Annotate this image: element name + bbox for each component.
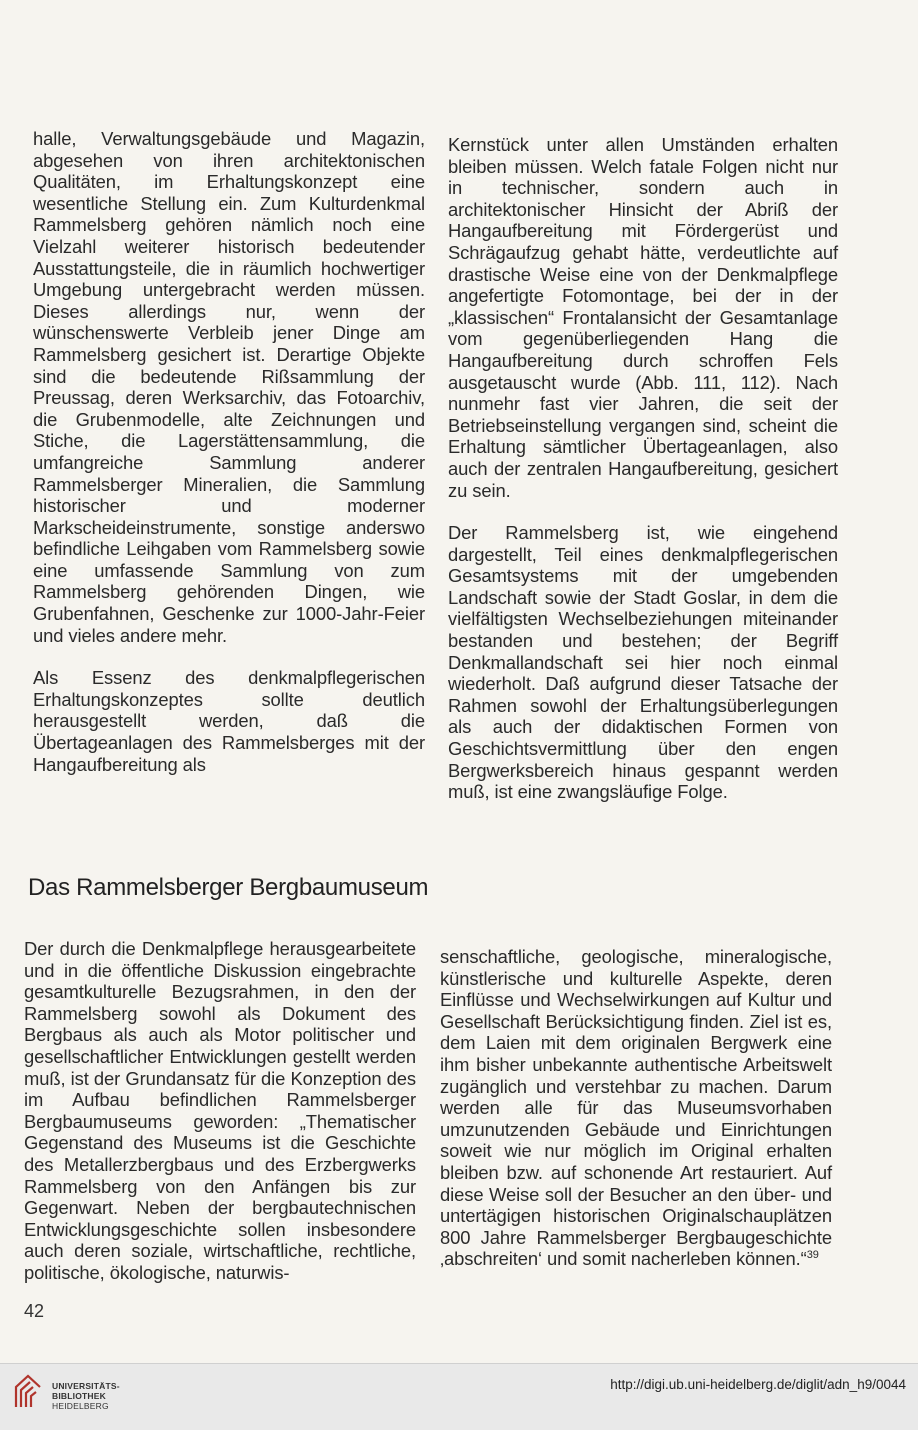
permalink-url[interactable]: http://digi.ub.uni-heidelberg.de/diglit/adn_h9/0044	[610, 1377, 906, 1392]
paragraph	[440, 946, 832, 1270]
library-name-line: UNIVERSITÄTS-	[52, 1381, 120, 1391]
footer-bar	[0, 1363, 918, 1430]
footnote-reference[interactable]: 39	[806, 1249, 819, 1262]
paragraph: Der durch die Denkmalpflege herausgearbeitete und in die öffentliche Diskussion eingebrachte gesamtkulturelle Bezugsrahmen, in den der Rammelsberg sowohl als Dokument des Bergbaus als auch als Motor politischer und gesellschaftlicher Entwicklungen gestellt werden muß, ist der Grundansatz für die Konzeption des im Aufbau befindlichen Rammelsberger Bergbaumuseums geworden: „Thematischer Gegenstand des Museums ist die Geschichte des Metallerzbergbaus und des Erzbergwerks Rammelsberg von den Anfängen bis zur Gegenwart. Neben der bergbautechnischen Entwicklungsgeschichte sollen insbesondere auch deren soziale, wirtschaftliche, rechtliche, politische, ökologische, naturwis-	[24, 938, 416, 1283]
section-heading: Das Rammelsberger Bergbaumuseum	[28, 874, 429, 901]
page-number: 42	[24, 1301, 45, 1321]
text-column-right-top	[448, 134, 838, 803]
library-name[interactable]	[52, 1381, 120, 1411]
library-name-line: HEIDELBERG	[52, 1401, 109, 1411]
library-name-line: BIBLIOTHEK	[52, 1391, 106, 1401]
paragraph: Als Essenz des denkmalpflegerischen Erhaltungskonzeptes sollte deutlich herausgestellt werden, daß die Übertageanlagen des Rammelsberges mit der Hangaufbereitung als	[33, 667, 425, 775]
text-column-right-bottom	[440, 946, 832, 1270]
paragraph: Der Rammelsberg ist, wie eingehend dargestellt, Teil eines denkmalpflegerischen Gesamtsystems mit der umgebenden Landschaft sowie der Stadt Goslar, in dem die vielfältigsten Wechselbeziehungen miteinander bestanden und bestehen; der Begriff Denkmallandschaft sei hier noch einmal wiederholt. Daß aufgrund dieser Tatsache der Rahmen sowohl der Erhaltungsüberlegungen als auch der didaktischen Formen von Geschichtsvermittlung über den engen Bergwerksbereich hinaus gespannt werden muß, ist eine zwangsläufige Folge.	[448, 522, 838, 803]
text-column-left-bottom	[24, 938, 416, 1284]
paragraph: Kernstück unter allen Umständen erhalten bleiben müssen. Welch fatale Folgen nicht nur in technischer, sondern auch in architektonischer Hinsicht der Abriß der Hangaufbereitung mit Fördergerüst und Schrägaufzug gehabt hätte, verdeutlichte auf drastische Weise eine von der Denkmalpflege angefertigte Fotomontage, bei der in der „klassischen“ Frontalansicht der Gesamtanlage vom gegenüberliegenden Hang die Hangaufbereitung durch schroffen Fels ausgetauscht wurde (Abb. 111, 112). Nach nunmehr fast vier Jahren, die seit der Betriebseinstellung vergangen sind, scheint die Erhaltung sämtlicher Übertageanlagen, also auch der zentralen Hangaufbereitung, gesichert zu sein.	[448, 134, 838, 501]
paragraph: halle, Verwaltungsgebäude und Magazin, abgesehen von ihren architektonischen Qualitäten, im Erhaltungskonzept eine wesentliche Stellung ein. Zum Kulturdenkmal Rammelsberg gehören nämlich noch eine Vielzahl weiterer historisch bedeutender Ausstattungsteile, die in räumlich hochwertiger Umgebung untergebracht werden müssen. Dieses allerdings nur, wenn der wünschenswerte Verbleib jener Dinge am Rammelsberg gesichert ist. Derartige Objekte sind die bedeutende Rißsammlung der Preussag, deren Werksarchiv, das Fotoarchiv, die Grubenmodelle, alte Zeichnungen und Stiche, die Lagerstättensammlung, die umfangreiche Sammlung anderer Rammelsberger Mineralien, die Sammlung historischer und moderner Markscheideinstrumente, sonstige anderswo befindliche Leihgaben vom Rammelsberg sowie eine umfassende Sammlung von zum Rammelsberg gehörenden Dingen, wie Grubenfahnen, Geschenke zur 1000-Jahr-Feier und vieles andere mehr.	[33, 128, 425, 646]
paragraph-text: senschaftliche, geologische, mineralogische, künstlerische und kulturelle Aspekte, deren Einflüsse und Wechselwirkungen auf Kultur und Gesellschaft Berücksichtigung finden. Ziel ist es, dem Laien mit dem originalen Bergwerk eine ihm bisher unbekannte authentische Arbeitswelt zugänglich und verstehbar zu machen. Darum werden alle für das Museumsvorhaben umzunutzenden Gebäude und Einrichtungen soweit wie nur möglich im Original erhalten bleiben bzw. auf schonende Art restauriert. Auf diese Weise soll der Besucher an den über- und untertägigen historischen Originalschauplätzen 800 Jahre Rammelsberger Bergbaugeschichte ‚abschreiten‘ und somit nacherleben können.“	[440, 946, 832, 1270]
text-column-left-top	[33, 128, 425, 775]
library-logo-icon[interactable]	[12, 1373, 42, 1409]
